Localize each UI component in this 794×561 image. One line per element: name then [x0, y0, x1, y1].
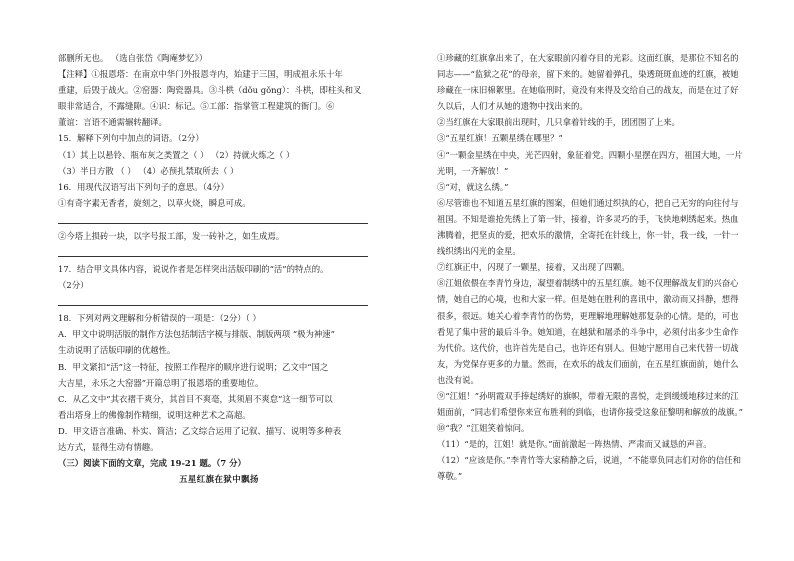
question-17-points: （2分）	[58, 280, 89, 291]
answer-line[interactable]	[58, 293, 368, 306]
annotation-line: 眼非常适合，不露缝隙。④识：标记。⑤工部：指掌管工程建筑的衙门。⑥	[58, 101, 335, 112]
option-a-cont: 生动说明了活版印刷的优越性。	[58, 345, 176, 356]
option-a: A．甲文中说明活版的制作方法包括制活字模与排版、制版两项 “极为神速”	[58, 329, 335, 340]
paragraph-3: ③“五星红旗！五颗星绣在哪里？”	[437, 133, 563, 144]
question-16-sentence-2: ②今塔上损砖一块，以字号报工部，发一砖补之，如生成焉。	[58, 230, 285, 241]
left-column	[58, 50, 380, 487]
answer-line[interactable]	[58, 211, 368, 224]
question-15-items: （1）其上以悬铃、瓶布灰之类置之（ ） （2）持就火炼之（ ）	[58, 149, 295, 160]
paragraph-1: ①珍藏的红旗拿出来了，在大家眼前闪着夺目的光彩。这面红旗，是那位不知名的同志——“监狱之花”的母亲，留下来的。她留着弹孔，染透斑斑血迹的红旗，被她珍藏在一床旧棉絮里。在她临刑时，竟没有来得及交给自己的战友，而是在过了好久以后，人们才从她的遗物中找出来的。	[437, 53, 739, 112]
annotation-line: 【注释】①报恩塔：在南京中华门外报恩寺内，始建于三国，明成祖永乐十年	[58, 69, 343, 80]
paragraph-12: （12）“应该是你。”李青竹等大家稍静之后，说道，“不能辜负同志们对你的信任和尊敬。”	[437, 455, 742, 482]
paragraph-2: ②当红旗在大家眼前出现时，几只拿着针线的手，团团围了上来。	[437, 117, 680, 128]
option-b: B．甲文紧扣“活”这一特征，按照工作程序的顺序进行说明；乙文中“国之	[58, 361, 329, 372]
paragraph-10: ⑩“我？”江姐笑着惊问。	[437, 423, 530, 434]
section-heading: （三）阅读下面的文章，完成 19-21 题。（7 分）	[58, 458, 246, 469]
paragraph-7: ⑦红旗正中，闪现了一颗星，接着，又出现了四颗。	[437, 262, 630, 273]
paragraph-9: ⑨“江姐！”孙明霞双手捧起绣好的旗帜，带着无限的喜悦，走到缓缓地移过来的江姐面前，“同志们希望你来宣布胜利的到临，也请你接受这象征黎明和解放的战旗。”	[437, 390, 743, 418]
answer-line[interactable]	[58, 244, 368, 257]
right-column	[420, 50, 746, 485]
article-title: 五星红旗在狱中飘扬	[179, 474, 259, 485]
question-18: 18．下列对两文理解和分析错误的一项是：（2分）（ ）	[58, 313, 261, 324]
question-16-sentence-1: ①有奇字素无香者，旋刻之，以草火烧，瞬息可成。	[58, 197, 251, 208]
option-d-cont: 达方式，显得生动有情趣。	[58, 441, 159, 452]
option-c-cont: 看出塔身上的佛像制作精细，说明这种艺术之高超。	[58, 409, 251, 420]
paragraph-5: ⑤“对，就这么绣。”	[437, 181, 509, 192]
question-15: 15．解释下列句中加点的词语。（2分）	[58, 133, 204, 144]
option-d: D．甲文语言准确、朴实、简洁；乙文综合运用了记叙、描写、说明等多种表	[58, 425, 342, 436]
option-b-cont: 大吉星，永乐之大窑器”开篇总明了报恩塔的重要地位。	[58, 377, 264, 388]
paragraph-6: ⑥尽管谁也不知道五星红旗的图案，但她们通过织执的心，把自己无穷的向往付与祖国。不知是谁抢先绣上了第一针，接着，许多灵巧的手，飞快地刺绣起来。热血沸腾着，把坚贞的爱，把欢乐的激情，全寄托在针线上，你一针，我一线，一针一线织绣出闪光的金星。	[437, 197, 739, 257]
option-c: C．从乙文中“其衣褶千爽分，其首目不爽毫，其须眉不爽怠”这一细节可以	[58, 393, 333, 404]
question-15-items: （3）半日方散 （ ） （4）必预扎禁取所去（ ）	[58, 165, 239, 176]
question-17: 17．结合甲文具体内容，说说作者是怎样突出活版印刷的“活”的特点的。	[58, 264, 329, 275]
question-16: 16．用现代汉语写出下列句子的意思。（4分）	[58, 181, 229, 192]
paragraph-8: ⑧江姐依偎在李青竹身边，凝望着制绣中的五星红旗。她不仅理解战友们的兴奋心情，她自己的心境，也和大家一样。但是她在胜利的喜讯中，激动而又抖静，想得很多，很远。她关心着李青竹的伤势，更理解地理解她那复杂的心情。是的，可也看见了集中营的最后斗争。她知道，在越狱和屠杀的斗争中，必须付出多少生命作为代价。这代价，也许首先是自己，也许还有别人。但她宁愿用自己来代替一切战友，为党保存更多的力量。然而，在欢乐的战友们面前，在五星红旗面前，她什么也没有说。	[437, 278, 739, 385]
annotation-line: 董谊：言语不通需辗转翻译。	[58, 117, 167, 128]
annotation-line: 重建，后毁于战火。②窑器：陶瓷器具。③斗栱（dǒu gǒng）：斗栱，即柱头和叉	[58, 85, 362, 96]
paragraph-4: ④“一颗金星绣在中央，光芒四射，象征着党。四颗小星摆在四方，祖国大地，一片光明，一齐解放！”	[437, 149, 743, 176]
paragraph-11: （11）“是的，江姐！就是你。”面前激起一阵热情、严肃而又诚恳的声音。	[437, 439, 712, 450]
text-line: 部删所无也。 （选自张岱《陶庵梦忆》）	[58, 53, 208, 63]
